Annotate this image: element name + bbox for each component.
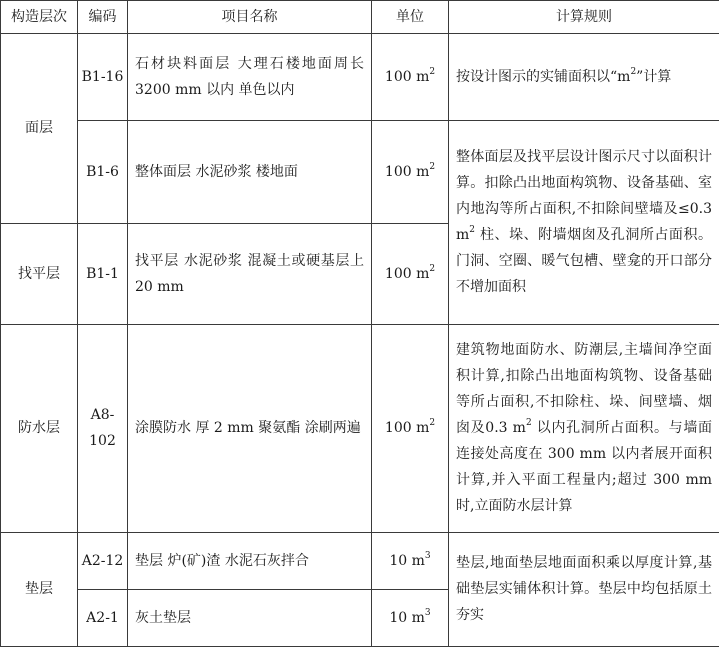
rule-text-pre: 按设计图示的实铺面积以“m xyxy=(456,68,631,85)
code-cell: B1-6 xyxy=(78,120,128,223)
name-cell: 石材块料面层 大理石楼地面周长 3200 mm 以内 单色以内 xyxy=(128,34,372,121)
name-cell: 灰土垫层 xyxy=(128,590,372,647)
unit-cell xyxy=(372,223,449,324)
unit-sup: 2 xyxy=(429,161,436,172)
rule-text-pre: 建筑物地面防水、防潮层,主墙间净空面积计算,扣除凸出地面构筑物、设备基础等所占面积,不扣除柱、垛、间壁墙、烟囱及0.3 m xyxy=(456,342,712,437)
table-row xyxy=(1,120,719,223)
rule-cell: 垫层,地面垫层地面面积乘以厚度计算,基础垫层实铺体积计算。垫层中均包括原土夯实 xyxy=(449,532,719,646)
name-cell: 涂膜防水 厚 2 mm 聚氨酯 涂刷两遍 xyxy=(128,324,372,532)
layer-cell: 防水层 xyxy=(1,324,78,532)
name-cell: 垫层 炉(矿)渣 水泥石灰拌合 xyxy=(128,532,372,590)
layer-cell: 找平层 xyxy=(1,223,78,324)
rule-cell xyxy=(449,120,719,324)
unit-cell xyxy=(372,590,449,647)
rule-text-post: 以内孔洞所占面积。与墙面连接处高度在 300 mm 以内者展开面积计算,并入平面工程量内;超过 300 mm 时,立面防水层计算 xyxy=(456,420,712,515)
table-row xyxy=(1,532,719,590)
header-unit: 单位 xyxy=(372,1,449,34)
unit-base: 100 m xyxy=(384,163,430,180)
unit-base: 100 m xyxy=(384,420,430,437)
code-cell: B1-1 xyxy=(78,223,128,324)
name-cell: 找平层 水泥砂浆 混凝土或硬基层上 20 mm xyxy=(128,223,372,324)
table-row xyxy=(1,34,719,121)
rule-text-pre: 整体面层及找平层设计图示尺寸以面积计算。扣除凸出地面构筑物、设备基础、室内地沟等所占面积,不扣除间壁墙及≤0.3 m xyxy=(456,149,712,244)
unit-cell xyxy=(372,34,449,121)
unit-sup: 2 xyxy=(429,418,436,429)
unit-cell xyxy=(372,324,449,532)
rule-sup: 2 xyxy=(630,67,637,78)
header-row xyxy=(1,1,719,34)
unit-sup: 2 xyxy=(429,67,436,78)
code-cell: B1-16 xyxy=(78,34,128,121)
unit-sup: 2 xyxy=(429,263,436,274)
rule-cell xyxy=(449,324,719,532)
rule-cell xyxy=(449,34,719,121)
unit-cell xyxy=(372,532,449,590)
header-code: 编码 xyxy=(78,1,128,34)
unit-base: 10 m xyxy=(389,610,425,627)
unit-base: 100 m xyxy=(384,265,430,282)
header-layer: 构造层次 xyxy=(1,1,78,34)
code-cell: A2-12 xyxy=(78,532,128,590)
rule-text-post: 柱、垛、附墙烟囱及孔洞所占面积。门洞、空圈、暖气包槽、壁龛的开口部分不增加面积 xyxy=(456,227,712,296)
rule-sup: 2 xyxy=(469,225,476,236)
table-row xyxy=(1,324,719,532)
layer-cell: 面层 xyxy=(1,34,78,224)
unit-base: 100 m xyxy=(384,68,430,85)
header-rule: 计算规则 xyxy=(449,1,719,34)
name-cell: 整体面层 水泥砂浆 楼地面 xyxy=(128,120,372,223)
unit-sup: 3 xyxy=(424,551,431,562)
code-cell: A8-102 xyxy=(78,324,128,532)
rule-text-post: ”计算 xyxy=(636,68,672,85)
rule-sup: 2 xyxy=(525,418,532,429)
header-name: 项目名称 xyxy=(128,1,372,34)
code-cell: A2-1 xyxy=(78,590,128,647)
unit-cell xyxy=(372,120,449,223)
unit-sup: 3 xyxy=(424,608,431,619)
unit-base: 10 m xyxy=(389,552,425,569)
layer-cell: 垫层 xyxy=(1,532,78,646)
